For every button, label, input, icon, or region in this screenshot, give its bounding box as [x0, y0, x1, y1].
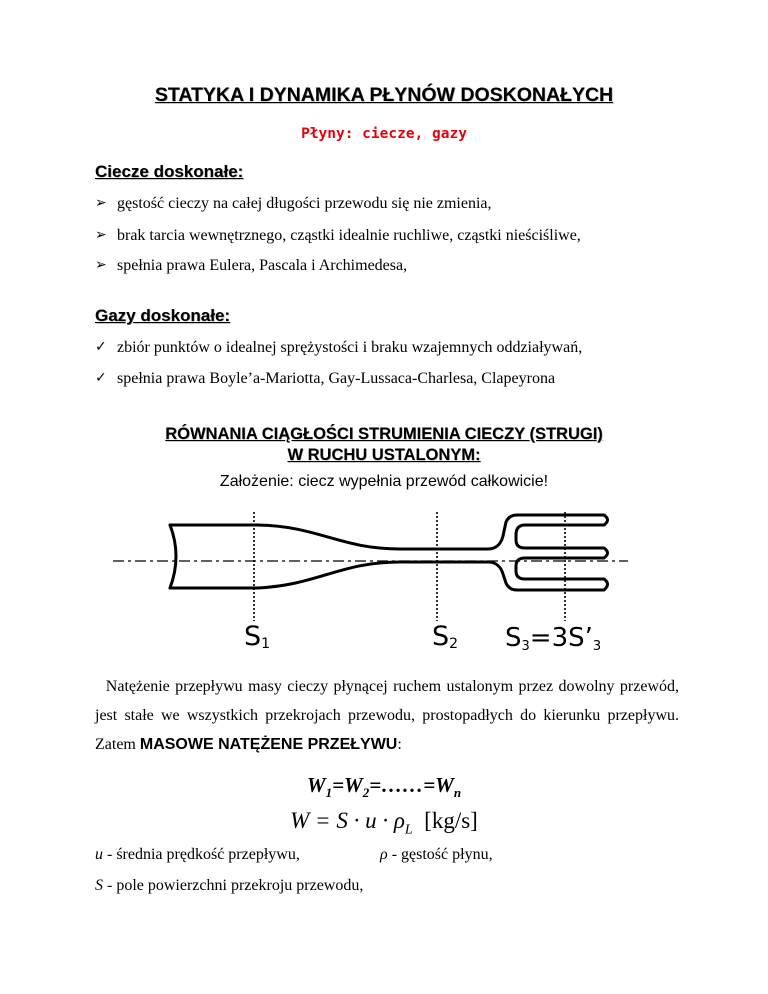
legend-rho: ρ - gęstość płynu, [380, 846, 493, 863]
continuity-title-line2: W RUCHU USTALONYM: [287, 446, 481, 464]
assumption-text: Założenie: ciecz wypełnia przewód całkowicie! [219, 473, 549, 490]
pipe-outline [170, 515, 608, 590]
pipe-diagram [0, 500, 768, 670]
legend-u: u - średnia prędkość przepływu, [95, 846, 300, 863]
s2-label: S2 [432, 621, 459, 652]
mass-flow-equality-formula: $W_1=W_2=\dots\dots=W_n$ [306, 773, 462, 801]
subtitle: Płyny: ciecze, gazy [301, 126, 467, 142]
arrow-bullet-icon: ➢ [95, 195, 107, 211]
s1-label: S1 [244, 621, 271, 652]
continuity-title-line1: RÓWNANIA CIĄGŁOŚCI STRUMIENIA CIECZY (STRUGI) [165, 425, 603, 443]
arrow-bullet-icon: ➢ [95, 257, 107, 273]
gases-heading: Gazy doskonałe: [95, 306, 231, 325]
liquids-heading: Ciecze doskonałe: [95, 162, 244, 181]
checkmark-icon: ✓ [95, 370, 107, 386]
description-paragraph: Natężenie przepływu masy cieczy płynącej ruchem ustalonym przez dowolny przewód, jest stałe we wszystkich przekrojach przewodu, prostopadłych do kierunku przepływu. Zatem MASOWE NATĘŻENE PRZEŁYWU: [95, 678, 680, 753]
legend-s: S - pole powierzchni przekroju przewodu, [95, 877, 364, 894]
s3-label: S3=3S’3 [505, 623, 602, 654]
page-title: STATYKA I DYNAMIKA PŁYNÓW DOSKONAŁYCH [154, 84, 614, 106]
arrow-bullet-icon: ➢ [95, 227, 107, 243]
checkmark-icon: ✓ [95, 339, 107, 355]
mass-flow-formula: $W = S \cdot u \cdot \rho_L$ [kg/s] [290, 808, 478, 838]
